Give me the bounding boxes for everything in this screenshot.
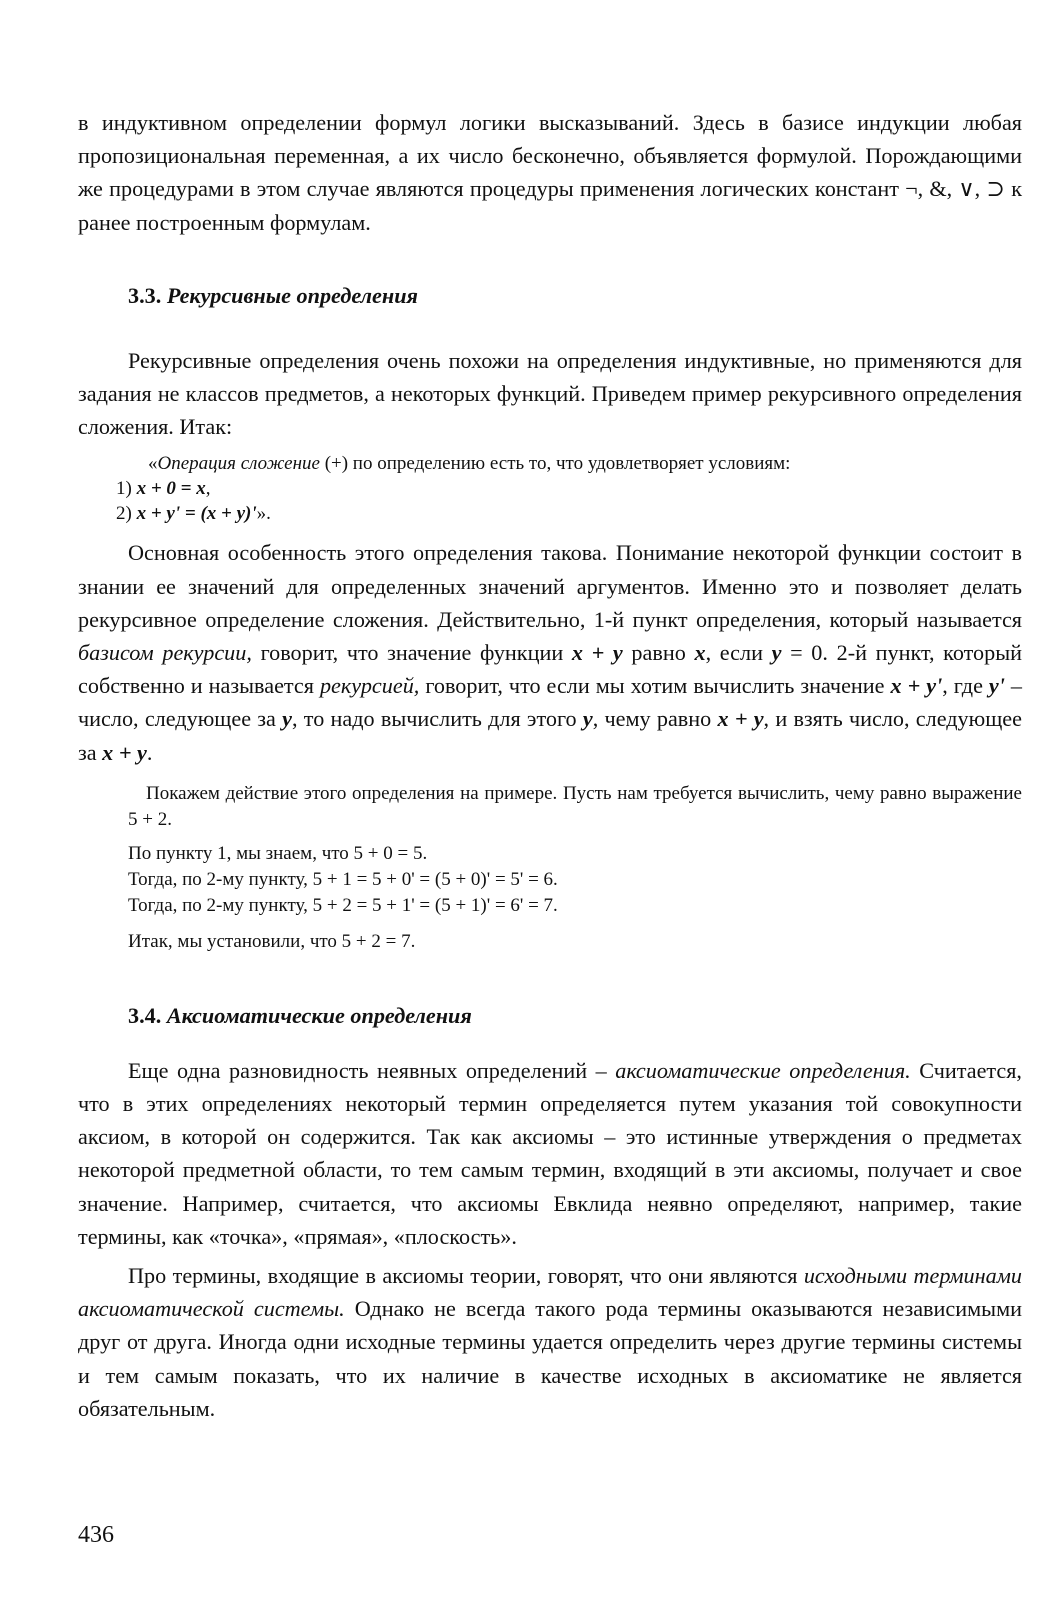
formula-condition-2: x + y' = (x + y)' [136, 503, 257, 525]
term-axiomatic-definitions: аксиоматические определения. [615, 1057, 911, 1083]
section-heading-3-4 [78, 999, 1022, 1032]
paragraph-recursive-intro: Рекурсивные определения очень похожи на определения индуктивные, но применяются для задания не классов предметов, а некоторых функций. Приведем пример рекурсивного определения сложения. Итак: [78, 347, 1022, 440]
example-step-2: Тогда, по 2-му пункту, 5 + 1 = 5 + 0' = (5 + 0)' = 5' = 6. [128, 868, 558, 890]
term-initial-terms: исходными терминами аксиоматической системы. [78, 1263, 1022, 1322]
term-recursion-basis: базисом рекурсии, [78, 640, 252, 666]
example-conclusion: Итак, мы установили, что 5 + 2 = 7. [128, 930, 416, 952]
section-title: Рекурсивные определения [166, 282, 418, 308]
example-step-1: По пункту 1, мы знаем, что 5 + 0 = 5. [128, 842, 428, 864]
page-body [78, 106, 1022, 1425]
formula-condition-1: x + 0 = x [136, 478, 206, 500]
quote-term: Операция сложение [157, 453, 320, 475]
section-number: 3.3. [128, 282, 162, 308]
example-step-3: Тогда, по 2-му пункту, 5 + 2 = 5 + 1' = (5 + 1)' = 6' = 7. [128, 894, 558, 916]
paragraph-inductive: в индуктивном определении формул логики высказываний. Здесь в базисе индукции любая пропозициональная переменная, а их число бесконечно, объявляется формулой. Порождающими же процедурами в этом случае являются процедуры применения логических констант ¬, &, ∨, ⊃ к ранее построенным формулам. [78, 110, 1022, 235]
example-intro: Покажем действие этого определения на примере. Пусть нам требуется вычислить, чему равно выражение 5 + 2. [128, 782, 1022, 830]
section-title: Аксиоматические определения [166, 1002, 472, 1028]
page-number: 436 [78, 1522, 114, 1548]
quote-definition: «Операция сложение (+) по определению есть то, что удовлетворяет условиям: 1) x + 0 = x, 2) x + y' = (x + y)'». [116, 453, 791, 525]
paragraph-initial-terms: Про термины, входящие в аксиомы теории, говорят, что они являются исходными терминами аксиоматической системы. Однако не всегда такого рода термины оказываются независимыми друг от друга. Иногда одни исходные термины удается определить через другие термины системы и тем самым показать, что их наличие в качестве исходных в аксиоматике не является обязательным. [78, 1263, 1022, 1421]
section-number: 3.4. [128, 1002, 162, 1028]
example-steps [78, 841, 1022, 919]
term-recursion: рекурсией, [319, 673, 420, 699]
paragraph-axiomatic: Еще одна разновидность неявных определений – аксиоматические определения. Считается, что в этих определениях некоторый термин определяется путем указания той совокупности аксиом, в которой он содержится. Так как аксиомы – это истинные утверждения о предметах некоторой предметной области, то тем самым термин, входящий в эти аксиомы, получает и свое значение. Например, считается, что аксиомы Евклида неявно определяют, например, такие термины, как «точка», «прямая», «плоскость». [78, 1057, 1022, 1249]
paragraph-recursive-explanation: Основная особенность этого определения такова. Понимание некоторой функции состоит в знании ее значений для определенных значений аргументов. Именно это и позволяет делать рекурсивное определение сложения. Действительно, 1-й пункт определения, который называется базисом рекурсии, говорит, что значение функции x + y равно x, если y = 0. 2-й пункт, который собственно и называется рекурсией, говорит, что если мы хотим вычислить значение x + y', где y' – число, следующее за y, то надо вычислить для этого y, чему равно x + y, и взять число, следующее за x + y. [78, 540, 1023, 765]
section-heading-3-3 [78, 279, 1022, 312]
